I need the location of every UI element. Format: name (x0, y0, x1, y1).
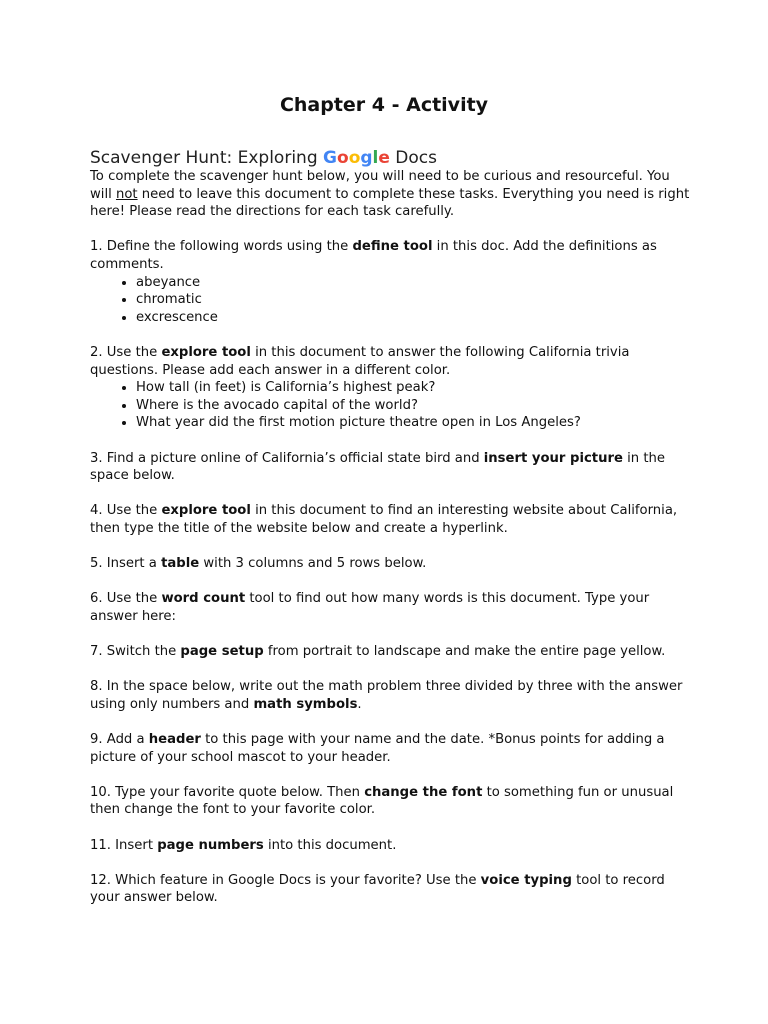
task-5 (90, 555, 690, 573)
task-keyword: table (161, 556, 200, 572)
task-12 (90, 872, 690, 907)
document-body (90, 168, 690, 925)
task-11 (90, 837, 690, 855)
task-text-part: in this document to find an interesting website about California, then type the title of the website below and create a hyperlink. (90, 503, 678, 536)
task-text-part: . (357, 696, 362, 712)
task-text (90, 837, 690, 855)
subtitle-text-after: Docs (389, 148, 438, 168)
intro-text: To complete the scavenger hunt below, you will need to be curious and resourceful. You will (90, 169, 670, 202)
task-text-part: 8. In the space below, write out the math problem three divided by three with the answer using only numbers and (90, 679, 683, 712)
google-logo-letter: e (378, 148, 390, 168)
task-text-part: 12. Which feature in Google Docs is your favorite? Use the (90, 872, 481, 888)
bullet-item: • chromatic (136, 291, 690, 309)
task-text (90, 555, 690, 573)
task-text-part: from portrait to landscape and make the entire page yellow. (263, 644, 666, 660)
bullet-item: • Where is the avocado capital of the world? (136, 397, 690, 415)
task-8 (90, 678, 690, 713)
task-text (90, 872, 690, 907)
bullet-item: • excrescence (136, 309, 690, 327)
task-3 (90, 450, 690, 485)
task-text-part: 11. Insert (90, 837, 158, 853)
task-9 (90, 731, 690, 766)
intro-text: need to leave this document to complete these tasks. Everything you need is right here! Please read the directions for each task carefully. (90, 186, 690, 220)
task-keyword: page numbers (157, 837, 264, 853)
task-keyword: define tool (352, 239, 433, 255)
subtitle-text-before: Scavenger Hunt: Exploring (90, 148, 324, 168)
task-keyword: insert your picture (483, 450, 623, 466)
task-text-part: tool to record your answer below. (90, 872, 665, 906)
task-4 (90, 502, 690, 537)
task-text-part: to something fun or unusual then change the font to your favorite color. (90, 784, 674, 818)
intro-paragraph (90, 168, 690, 221)
google-logo (323, 148, 390, 168)
task-text (90, 238, 690, 273)
task-text (90, 590, 690, 625)
task-bullet-list (90, 379, 690, 432)
task-text (90, 784, 690, 819)
task-keyword: word count (161, 591, 246, 607)
task-text (90, 678, 690, 713)
bullet-item: • abeyance (136, 274, 690, 292)
google-logo-letter: o (337, 148, 349, 168)
task-keyword: math symbols (253, 696, 358, 712)
task-text-part: 1. Define the following words using the (90, 239, 353, 255)
bullet-item: • How tall (in feet) is California’s highest peak? (136, 379, 690, 397)
google-logo-letter: l (372, 148, 379, 168)
task-text-part: 6. Use the (90, 591, 162, 607)
task-keyword: header (148, 732, 201, 747)
task-text-part: into this document. (263, 837, 397, 853)
task-text-part: in this document to answer the following California trivia questions. Please add each answer in a different color. (90, 344, 630, 378)
task-text-part: to this page with your name and the date. *Bonus points for adding a picture of your school mascot to your header. (90, 732, 665, 765)
task-keyword: page setup (180, 644, 264, 660)
task-text-part: 9. Add a (90, 732, 149, 747)
task-text-part: 5. Insert a (90, 556, 162, 572)
task-text-part: 10. Type your favorite quote below. Then (90, 784, 365, 800)
task-text (90, 450, 690, 485)
google-logo-letter: g (360, 148, 373, 168)
task-keyword: change the font (364, 784, 483, 800)
task-text-part: 3. Find a picture online of California’s official state bird and (90, 450, 484, 466)
document-title: Chapter 4 - Activity (279, 94, 489, 116)
task-text-part: 7. Switch the (90, 644, 181, 660)
task-text-part: tool to find out how many words is this document. Type your answer here: (90, 591, 650, 624)
task-text-part: 2. Use the (90, 344, 162, 360)
task-1 (90, 238, 690, 326)
document-subtitle (90, 148, 437, 168)
google-logo-letter: G (323, 148, 337, 168)
task-keyword: voice typing (480, 872, 572, 888)
task-text-part: in the space below. (90, 450, 665, 484)
task-bullet-list (90, 274, 690, 327)
intro-underlined-word: not (115, 186, 138, 202)
task-text-part: 4. Use the (90, 503, 162, 519)
task-text-part: with 3 columns and 5 rows below. (199, 556, 427, 572)
task-text-part: in this doc. Add the definitions as comments. (90, 239, 657, 272)
task-text (90, 643, 690, 661)
task-text (90, 344, 690, 379)
task-2 (90, 344, 690, 432)
bullet-item: • What year did the first motion picture theatre open in Los Angeles? (136, 414, 690, 432)
task-text (90, 502, 690, 537)
task-keyword: explore tool (161, 344, 251, 360)
task-keyword: explore tool (161, 503, 251, 519)
task-6 (90, 590, 690, 625)
task-text (90, 731, 690, 766)
task-10 (90, 784, 690, 819)
google-logo-letter: o (348, 148, 361, 168)
task-7 (90, 643, 690, 661)
